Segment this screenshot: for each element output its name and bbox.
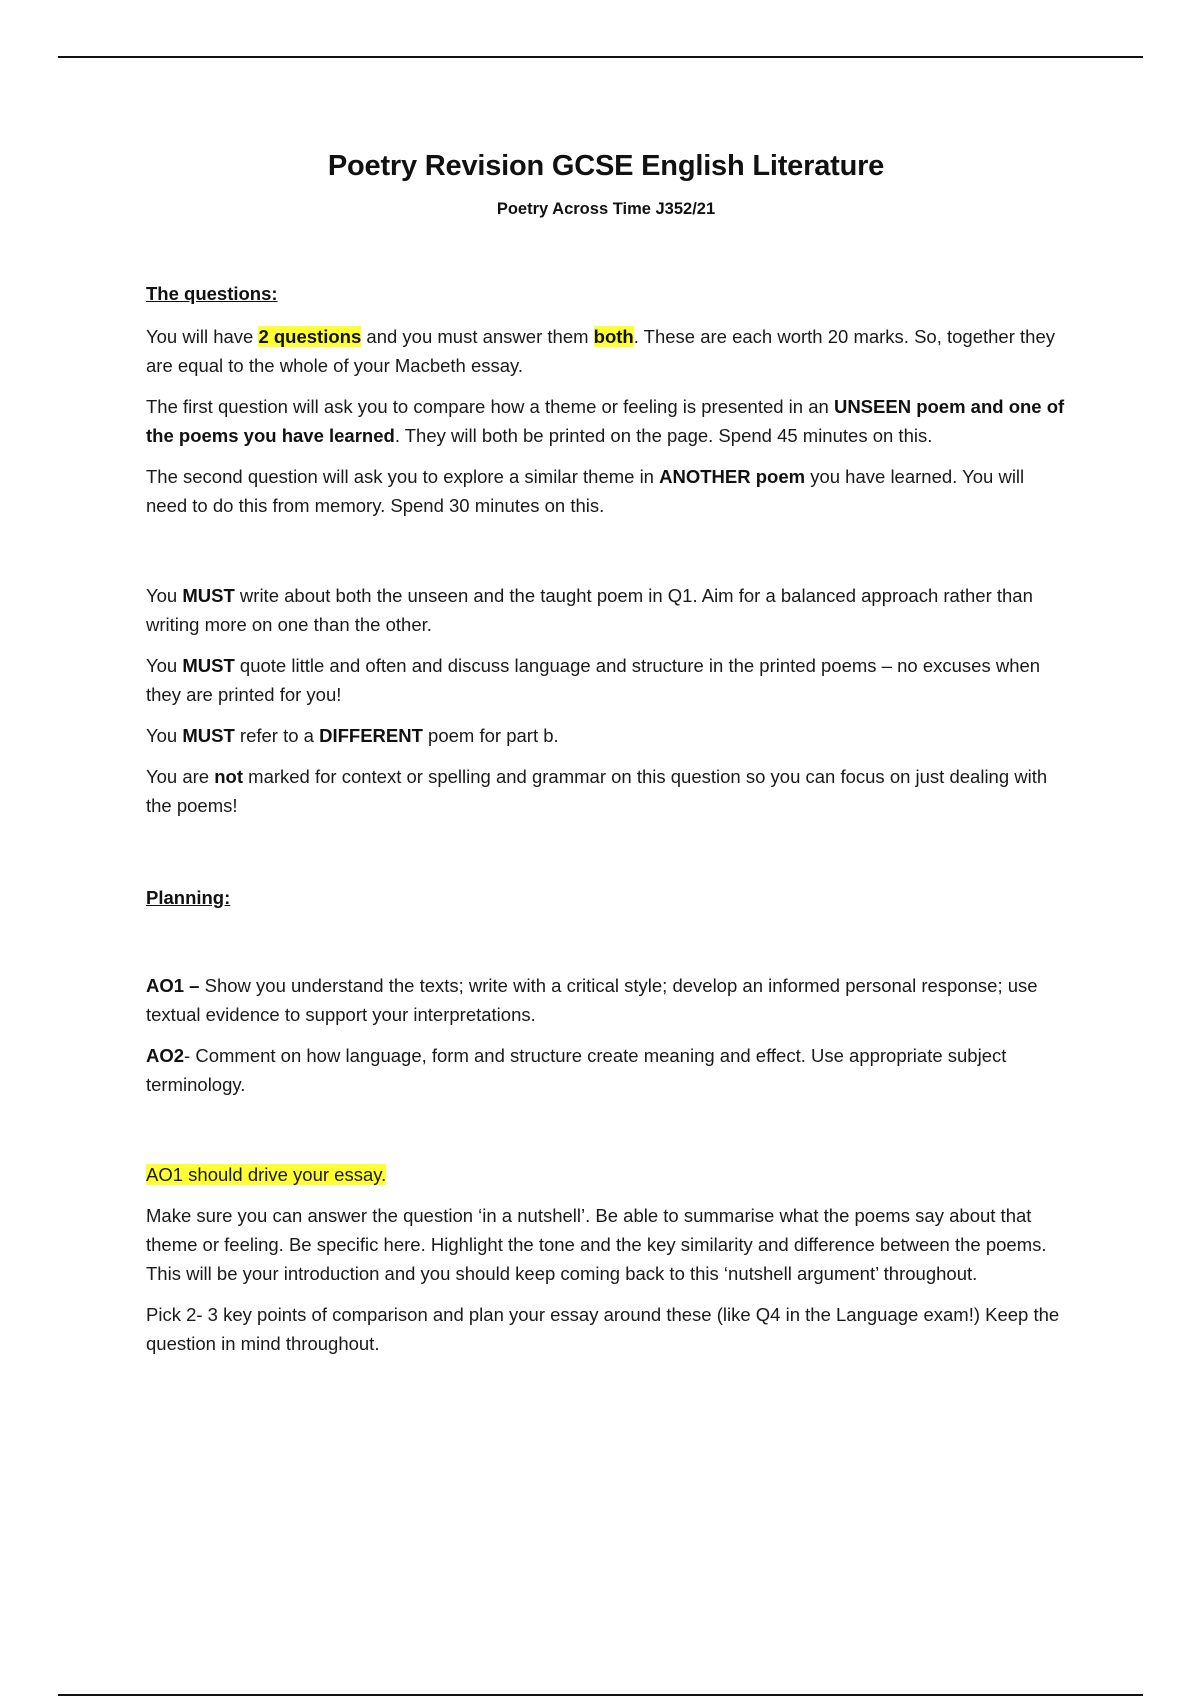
questions-paragraph-2	[146, 392, 1066, 450]
text: You	[146, 585, 183, 606]
planning-paragraph-nutshell: Make sure you can answer the question ‘in a nutshell’. Be able to summarise what the poems say about that theme or feeling. Be specific here. Highlight the tone and the key similarity and difference between the poems. This will be your introduction and you should keep coming back to this ‘nutshell argument’ throughout.	[146, 1205, 1047, 1284]
top-rule	[58, 56, 1143, 58]
bottom-rule	[58, 1694, 1143, 1696]
document-title: Poetry Revision GCSE English Literature	[327, 150, 885, 182]
highlight-ao1-drive: AO1 should drive your essay.	[146, 1164, 387, 1185]
questions-paragraph-1	[146, 322, 1066, 380]
questions-paragraph-5	[146, 651, 1066, 709]
text: marked for context or spelling and grammar on this question so you can focus on just dealing with the poems!	[146, 766, 1048, 816]
questions-paragraph-3	[146, 462, 1066, 520]
bold-not: not	[214, 766, 244, 787]
highlight-both: both	[593, 326, 634, 347]
text: You	[146, 655, 183, 676]
bold-different: DIFFERENT	[319, 725, 423, 746]
text: You	[146, 725, 183, 746]
bold-unseen-poem: UNSEEN poem and one of the poems you have learned	[146, 396, 1065, 446]
text: write about both the unseen and the taught poem in Q1. Aim for a balanced approach rather than writing more on one than the other.	[146, 585, 1033, 635]
bold-another-poem: ANOTHER poem	[659, 466, 806, 487]
planning-paragraph-key-points: Pick 2- 3 key points of comparison and plan your essay around these (like Q4 in the Language exam!) Keep the question in mind throughout.	[146, 1304, 1060, 1354]
text: quote little and often and discuss language and structure in the printed poems – no excuses when they are printed for you!	[146, 655, 1041, 705]
text: - Comment on how language, form and structure create meaning and effect. Use appropriate subject terminology.	[146, 1045, 1007, 1095]
text: and you must answer them	[361, 326, 594, 347]
text: You will have	[146, 326, 259, 347]
ao1-label: AO1 –	[146, 975, 205, 996]
text: . They will both be printed on the page. Spend 45 minutes on this.	[394, 425, 933, 446]
bold-must: MUST	[182, 655, 235, 676]
bold-must: MUST	[182, 585, 235, 606]
text: The first question will ask you to compare how a theme or feeling is presented in an	[146, 396, 834, 417]
highlight-two-questions: 2 questions	[258, 326, 362, 347]
ao2-label: AO2	[146, 1045, 185, 1066]
questions-paragraph-6	[146, 721, 1066, 750]
questions-paragraph-7	[146, 762, 1066, 820]
text: Show you understand the texts; write with a critical style; develop an informed personal response; use textual evidence to support your interpretations.	[146, 975, 1038, 1025]
questions-heading: The questions:	[146, 283, 278, 304]
ao1-paragraph	[146, 971, 1066, 1029]
text: You are	[146, 766, 215, 787]
text: . These are each worth 20 marks. So, together they are equal to the whole of your Macbeth essay.	[146, 326, 1055, 376]
text: poem for part b.	[422, 725, 559, 746]
document-page	[146, 150, 1066, 1358]
planning-heading: Planning:	[146, 887, 231, 908]
text: The second question will ask you to explore a similar theme in	[146, 466, 660, 487]
questions-paragraph-4	[146, 581, 1066, 639]
text: you have learned. You will need to do this from memory. Spend 30 minutes on this.	[146, 466, 1025, 516]
bold-must: MUST	[182, 725, 235, 746]
document-subtitle: Poetry Across Time J352/21	[496, 200, 716, 218]
ao2-paragraph	[146, 1041, 1066, 1099]
text: refer to a	[234, 725, 320, 746]
ao1-drive-line	[146, 1160, 1066, 1189]
